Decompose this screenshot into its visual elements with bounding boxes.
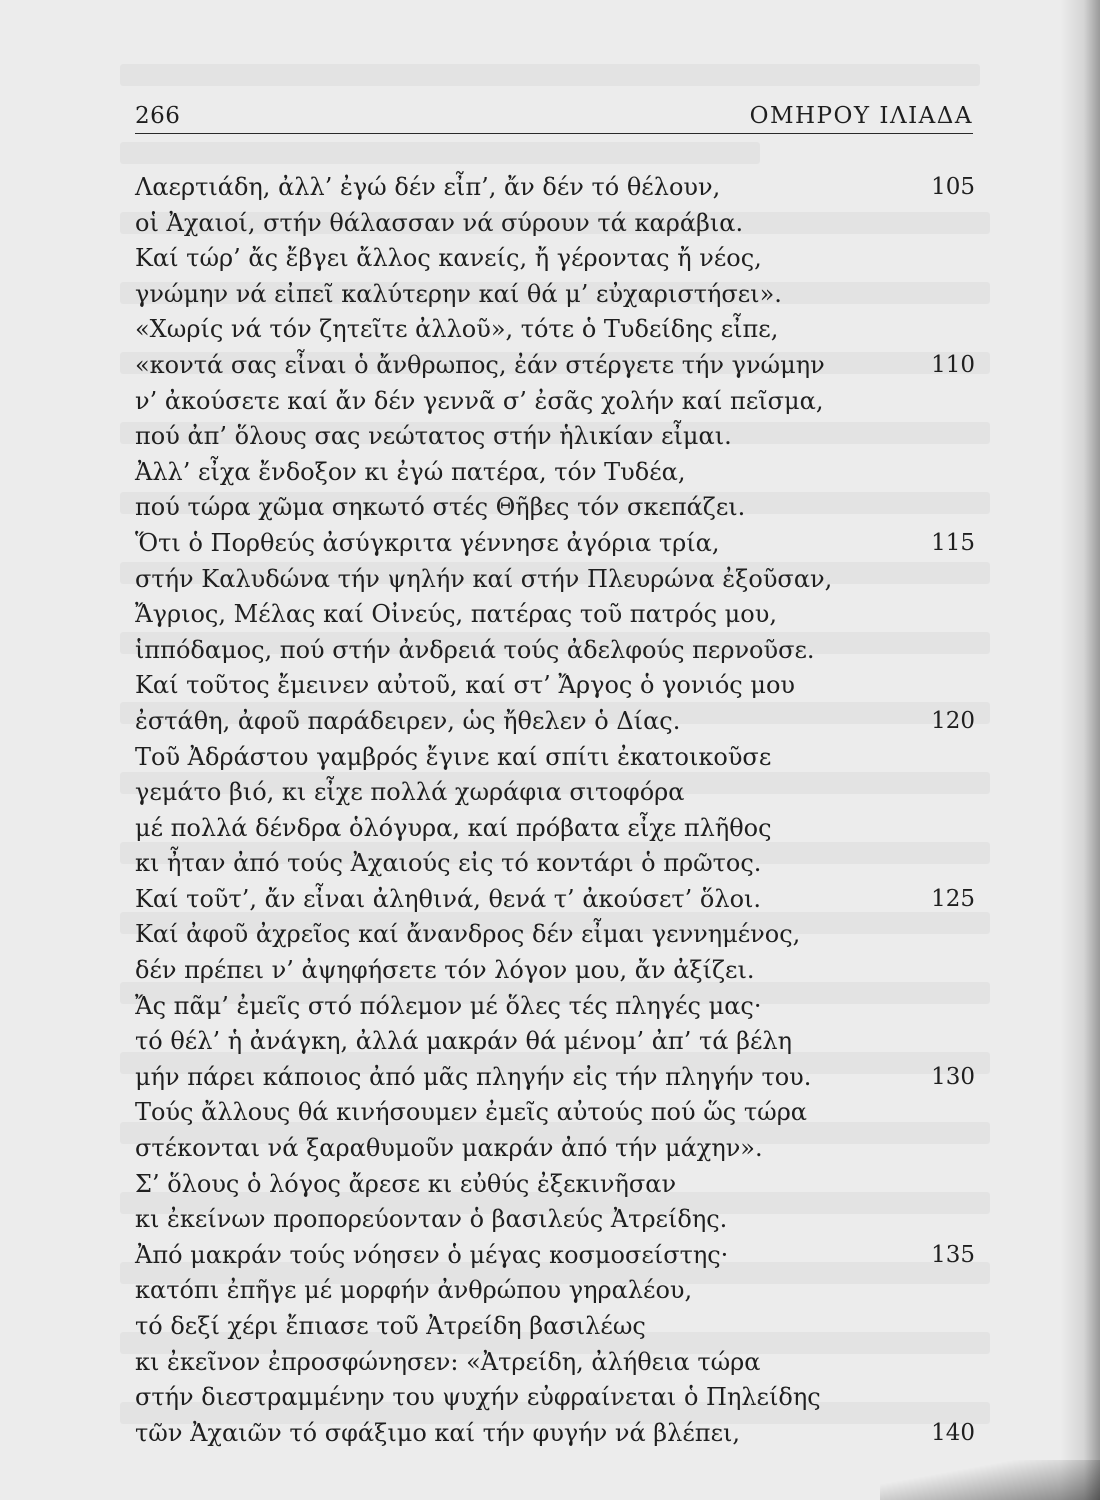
verse-line: [135, 597, 975, 633]
verse-block: [135, 170, 975, 1451]
verse-text: στήν διεστραμμένην του ψυχήν εὐφραίνεται ὁ Πηλείδης: [135, 1383, 821, 1412]
verse-text: μέ πολλά δένδρα ὁλόγυρα, καί πρόβατα εἶχε πλῆθος: [135, 813, 772, 842]
verse-line: [135, 740, 975, 776]
verse-line: [135, 1416, 975, 1452]
verse-line: [135, 633, 975, 669]
verse-text: πού τώρα χῶμα σηκωτό στές Θῆβες τόν σκεπάζει.: [135, 493, 746, 522]
verse-text: κατόπι ἐπῆγε μέ μορφήν ἀνθρώπου γηραλέου,: [135, 1276, 693, 1305]
verse-text: «Χωρίς νά τόν ζητεῖτε ἀλλοῦ», τότε ὁ Τυδείδης εἶπε,: [135, 315, 779, 344]
verse-line: [135, 170, 975, 206]
line-number: 120: [931, 707, 975, 734]
verse-text: ν’ ἀκούσετε καί ἄν δέν γεννᾶ σ’ ἐσᾶς χολήν καί πεῖσμα,: [135, 386, 824, 415]
verse-text: τό θέλ’ ἡ ἀνάγκη, ἀλλά μακράν θά μένομ’ ἀπ’ τά βέλη: [135, 1027, 792, 1056]
verse-line: [135, 1131, 975, 1167]
verse-text: κι ἐκεῖνον ἐπροσφώνησεν: «Ἀτρείδη, ἀλήθεια τώρα: [135, 1347, 761, 1376]
verse-text: Ὅτι ὁ Πορθεύς ἀσύγκριτα γέννησε ἀγόρια τρία,: [135, 528, 720, 557]
verse-text: κι ἐκείνων προπορεύονταν ὁ βασιλεύς Ἀτρείδης.: [135, 1205, 728, 1234]
verse-line: [135, 1380, 975, 1416]
verse-text: Ἄγριος, Μέλας καί Οἰνεύς, πατέρας τοῦ πατρός μου,: [135, 600, 777, 629]
verse-text: κι ἦταν ἀπό τούς Ἀχαιούς εἰς τό κοντάρι ὁ πρῶτος.: [135, 849, 762, 878]
line-number: 110: [931, 351, 975, 378]
verse-text: γνώμην νά εἰπεῖ καλύτερην καί θά μ’ εὐχαριστήσει».: [135, 279, 782, 308]
line-number: 125: [931, 885, 975, 912]
verse-text: τῶν Ἀχαιῶν τό σφάξιμο καί τήν φυγήν νά βλέπει,: [135, 1418, 741, 1447]
verse-line: [135, 562, 975, 598]
verse-text: Τούς ἄλλους θά κινήσουμεν ἐμεῖς αὐτούς πού ὥς τώρα: [135, 1098, 808, 1127]
verse-line: [135, 989, 975, 1025]
verse-line: [135, 490, 975, 526]
verse-line: [135, 455, 975, 491]
verse-line: [135, 846, 975, 882]
verse-line: [135, 206, 975, 242]
verse-text: ἐστάθη, ἀφοῦ παράδειρεν, ὡς ἤθελεν ὁ Δίας.: [135, 706, 681, 735]
page-number: 266: [135, 103, 181, 129]
line-number: 130: [931, 1063, 975, 1090]
verse-text: Λαερτιάδη, ἀλλ’ ἐγώ δέν εἶπ’, ἄν δέν τό θέλουν,: [135, 173, 721, 201]
verse-text: Καί ἀφοῦ ἀχρεῖος καί ἄνανδρος δέν εἶμαι γεννημένος,: [135, 920, 801, 949]
verse-line: [135, 1167, 975, 1203]
verse-line: [135, 241, 975, 277]
verse-line: [135, 1060, 975, 1096]
verse-line: [135, 704, 975, 740]
verse-line: [135, 917, 975, 953]
verse-line: [135, 811, 975, 847]
verse-line: [135, 384, 975, 420]
line-number: 135: [931, 1241, 975, 1268]
verse-line: [135, 1345, 975, 1381]
verse-line: [135, 953, 975, 989]
verse-text: Ἀλλ’ εἶχα ἔνδοξον κι ἐγώ πατέρα, τόν Τυδέα,: [135, 457, 686, 486]
verse-text: στήν Καλυδώνα τήν ψηλήν καί στήν Πλευρώνα ἐξοῦσαν,: [135, 564, 833, 593]
binding-shadow: [1060, 0, 1100, 1500]
verse-text: Σ’ ὅλους ὁ λόγος ἄρεσε κι εὐθύς ἐξεκινῆσαν: [135, 1169, 677, 1198]
line-number: 140: [931, 1419, 975, 1446]
line-number: 115: [931, 529, 975, 556]
verse-text: γεμάτο βιό, κι εἶχε πολλά χωράφια σιτοφόρα: [135, 778, 685, 807]
verse-line: [135, 419, 975, 455]
verse-text: Καί τώρ’ ἄς ἔβγει ἄλλος κανείς, ἤ γέροντας ἤ νέος,: [135, 244, 762, 273]
verse-text: Καί τοῦτος ἔμεινεν αὐτοῦ, καί στ’ Ἄργος ὁ γονιός μου: [135, 671, 795, 700]
verse-text: δέν πρέπει ν’ ἀψηφήσετε τόν λόγον μου, ἄν ἀξίζει.: [135, 956, 755, 985]
verse-text: πού ἀπ’ ὅλους σας νεώτατος στήν ἡλικίαν εἶμαι.: [135, 422, 732, 451]
verse-line: [135, 1095, 975, 1131]
verse-line: [135, 775, 975, 811]
verse-text: ἱππόδαμος, πού στήν ἀνδρειά τούς ἀδελφούς περνοῦσε.: [135, 635, 815, 664]
verse-text: Ἄς πᾶμ’ ἐμεῖς στό πόλεμον μέ ὅλες τές πληγές μας·: [135, 991, 762, 1020]
verse-line: [135, 312, 975, 348]
line-number: 105: [931, 174, 975, 200]
verse-text: μήν πάρει κάποιος ἀπό μᾶς πληγήν εἰς τήν πληγήν του.: [135, 1062, 812, 1091]
verse-text: τό δεξί χέρι ἔπιασε τοῦ Ἀτρείδη βασιλέως: [135, 1312, 646, 1340]
verse-line: [135, 1024, 975, 1060]
verse-line: [135, 882, 975, 918]
verse-text: Ἀπό μακράν τούς νόησεν ὁ μέγας κοσμοσείστης·: [135, 1240, 729, 1269]
verse-text: Τοῦ Ἀδράστου γαμβρός ἔγινε καί σπίτι ἐκατοικοῦσε: [135, 742, 772, 771]
running-header: [135, 103, 973, 134]
verse-text: «κοντά σας εἶναι ὁ ἄνθρωπος, ἐάν στέργετε τήν γνώμην: [135, 350, 825, 379]
verse-line: [135, 348, 975, 384]
corner-shadow: [880, 1460, 1100, 1500]
verse-line: [135, 277, 975, 313]
verse-line: [135, 1309, 975, 1345]
verse-line: [135, 526, 975, 562]
verse-line: [135, 1273, 975, 1309]
verse-line: [135, 1202, 975, 1238]
verse-line: [135, 668, 975, 704]
verse-text: Καί τοῦτ’, ἄν εἶναι ἀληθινά, θενά τ’ ἀκούσετ’ ὅλοι.: [135, 884, 762, 913]
running-title: ΟΜΗΡΟΥ ΙΛΙΑΔΑ: [749, 103, 973, 129]
verse-text: στέκονται νά ξαραθυμοῦν μακράν ἀπό τήν μάχην».: [135, 1134, 763, 1163]
verse-line: [135, 1238, 975, 1274]
verse-text: οἱ Ἀχαιοί, στήν θάλασσαν νά σύρουν τά καράβια.: [135, 208, 744, 237]
